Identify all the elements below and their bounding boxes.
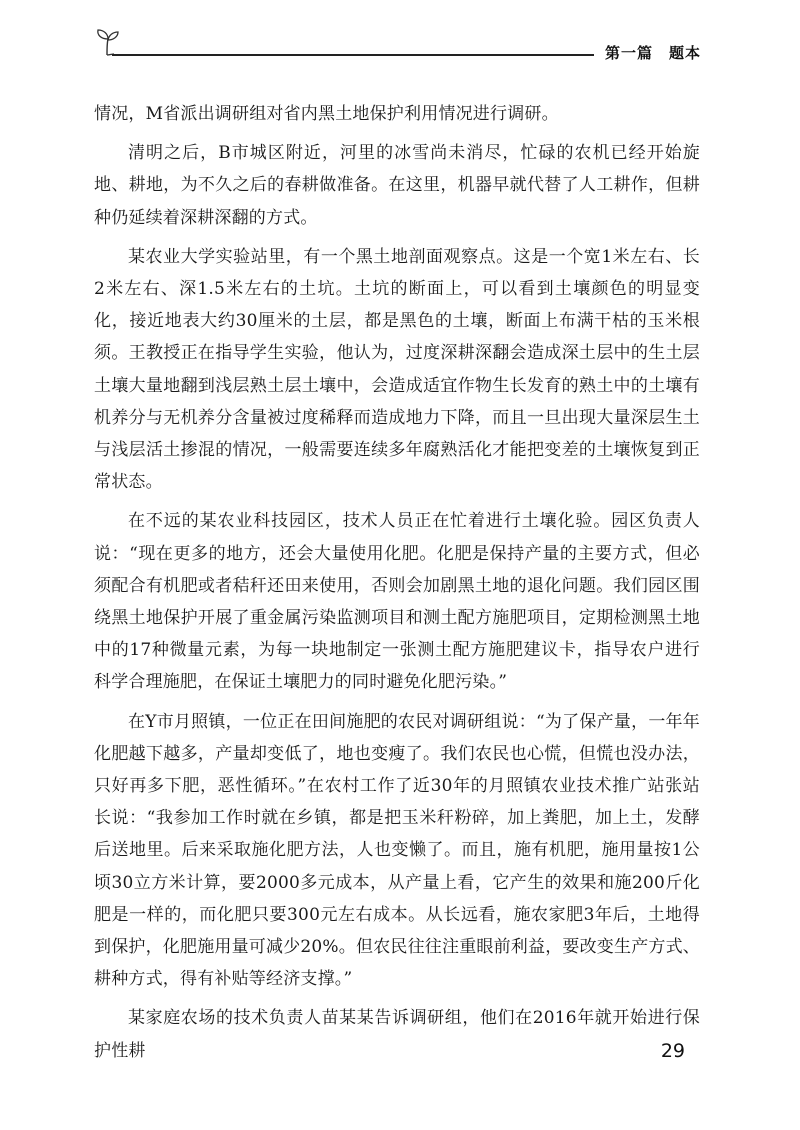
body-text [94, 98, 700, 1074]
sprout-icon [92, 27, 122, 57]
paragraph: 情况，M省派出调研组对省内黑土地保护利用情况进行调研。 [94, 104, 559, 124]
section-title: 第一篇 题本 [605, 44, 702, 62]
page-number: 29 [660, 1040, 685, 1062]
paragraph: 在不远的某农业科技园区，技术人员正在忙着进行土壤化验。园区负责人说：“现在更多的地方，还会大量使用化肥。化肥是保持产量的主要方式，但必须配合有机肥或者秸秆还田来使用，否则会加剧黑土地的退化问题。我们园区围绕黑土地保护开展了重金属污染监测项目和测土配方施肥项目，定期检测黑土地中的17种微量元素，为每一块地制定一张测土配方施肥建议卡，指导农户进行科学合理施肥，在保证土壤肥力的同时避免化肥污染。” [94, 511, 700, 693]
paragraph: 清明之后，B市城区附近，河里的冰雪尚未消尽，忙碌的农机已经开始旋地、耕地，为不久之后的春耕做准备。在这里，机器早就代替了人工耕作，但耕种仍延续着深耕深翻的方式。 [94, 143, 700, 228]
header-rule [112, 54, 594, 56]
page-header [0, 0, 800, 80]
paragraph: 某家庭农场的技术负责人苗某某告诉调研组，他们在2016年就开始进行保护性耕 [94, 1008, 700, 1061]
paragraph: 在Y市月照镇，一位正在田间施肥的农民对调研组说：“为了保产量，一年年化肥越下越多，产量却变低了，地也变瘦了。我们农民也心慌，但慌也没办法，只好再多下肥，恶性循环。”在农村工作了近30年的月照镇农业技术推广站张站长说：“我参加工作时就在乡镇，都是把玉米秆粉碎，加上粪肥，加上土，发酵后送地里。后来采取施化肥方法，人也变懒了。而且，施有机肥，施用量按1公顷30立方米计算，要2000多元成本，从产量上看，它产生的效果和施200斤化肥是一样的，而化肥只要300元左右成本。从长远看，施农家肥3年后，土地得到保护，化肥施用量可减少20%。但农民往往注重眼前利益，要改变生产方式、耕种方式，得有补贴等经济支撑。” [94, 711, 700, 990]
paragraph: 某农业大学实验站里，有一个黑土地剖面观察点。这是一个宽1米左右、长2米左右、深1.5米左右的土坑。土坑的断面上，可以看到土壤颜色的明显变化，接近地表大约30厘米的土层，都是黑色的土壤，断面上布满干枯的玉米根须。王教授正在指导学生实验，他认为，过度深耕深翻会造成深土层中的生土层土壤大量地翻到浅层熟土层土壤中，会造成适宜作物生长发育的熟土中的土壤有机养分与无机养分含量被过度稀释而造成地力下降，而且一旦出现大量深层生土与浅层活土掺混的情况，一般需要连续多年腐熟活化才能把变差的土壤恢复到正常状态。 [94, 246, 700, 493]
